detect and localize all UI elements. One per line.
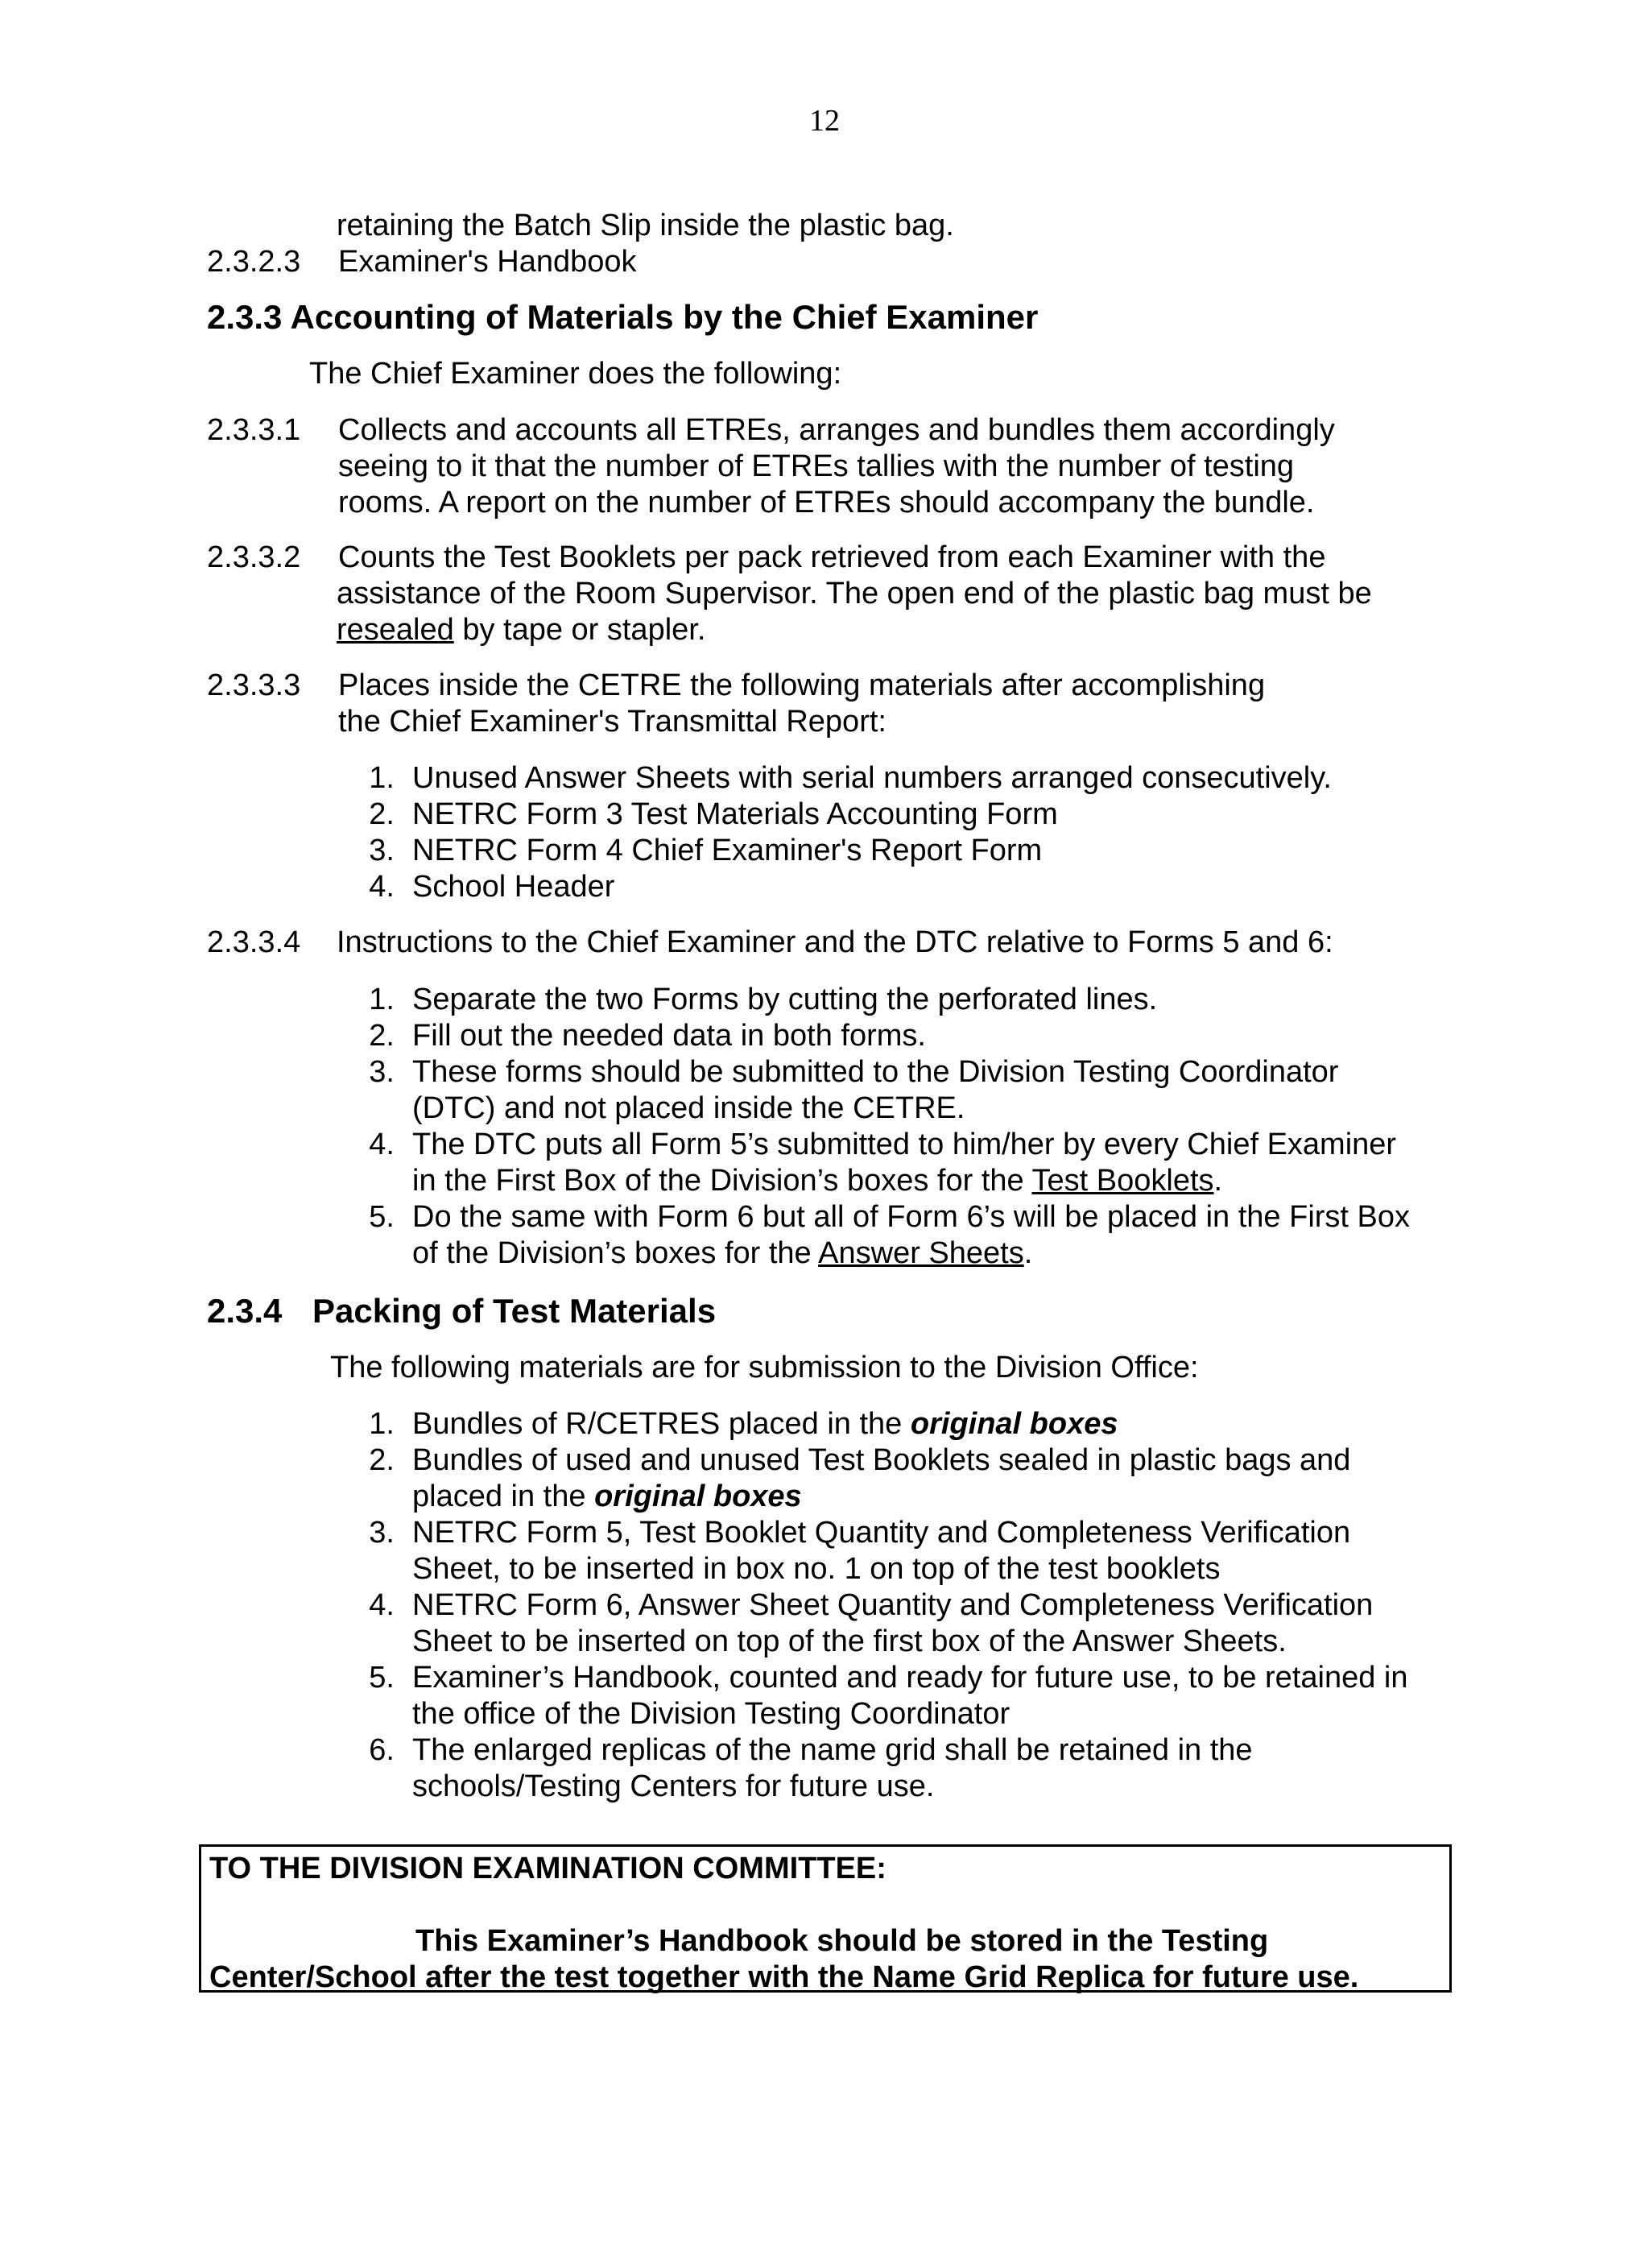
notice-line: Center/School after the test together with the Name Grid Replica for future use. [209, 1960, 1359, 1994]
underlined-term: resealed [337, 613, 454, 647]
list-number: 1. [369, 761, 395, 795]
list-text: placed in the [412, 1480, 595, 1513]
item-text: the Chief Examiner's Transmittal Report: [338, 705, 886, 739]
list-text: Fill out the needed data in both forms. [412, 1019, 926, 1053]
item-text: Instructions to the Chief Examiner and the DTC relative to Forms 5 and 6: [337, 925, 1333, 959]
item-text: seeing to it that the number of ETREs tallies with the number of testing [338, 449, 1295, 483]
list-text: . [1023, 1236, 1033, 1270]
list-text-line [412, 1235, 1032, 1272]
list-text: NETRC Form 6, Answer Sheet Quantity and Completeness Verification [412, 1588, 1374, 1622]
item-text: Places inside the CETRE the following materials after accomplishing [338, 668, 1266, 702]
list-text: Bundles of used and unused Test Booklets sealed in plastic bags and [412, 1443, 1351, 1477]
item-number: 2.3.3.2 [207, 540, 301, 574]
list-text: Separate the two Forms by cutting the perforated lines. [412, 983, 1158, 1016]
list-number: 3. [369, 834, 395, 867]
list-text-line [412, 1479, 802, 1515]
emphasis-text: original boxes [910, 1407, 1118, 1441]
list-text: Unused Answer Sheets with serial numbers arranged consecutively. [412, 761, 1332, 795]
item-number: 2.3.3.1 [207, 413, 301, 447]
item-number: 2.3.3.3 [207, 668, 301, 702]
list-number: 1. [369, 983, 395, 1016]
list-text: of the Division’s boxes for the [412, 1236, 819, 1270]
list-number: 4. [369, 1128, 395, 1161]
continuation-line: retaining the Batch Slip inside the plastic bag. [337, 209, 954, 242]
list-text-line [412, 1406, 1118, 1442]
list-number: 5. [369, 1200, 395, 1234]
item-text: Examiner's Handbook [338, 245, 637, 279]
item-text: assistance of the Room Supervisor. The open end of the plastic bag must be [337, 577, 1372, 610]
list-text: The enlarged replicas of the name grid shall be retained in the [412, 1733, 1253, 1767]
list-number: 2. [369, 1019, 395, 1053]
list-number: 3. [369, 1516, 395, 1550]
section-heading-number: 2.3.4 [207, 1292, 283, 1330]
notice-title: TO THE DIVISION EXAMINATION COMMITTEE: [209, 1852, 886, 1885]
list-text: in the First Box of the Division’s boxes for the [412, 1164, 1032, 1198]
item-text: Collects and accounts all ETREs, arranges and bundles them accordingly [338, 413, 1335, 447]
item-text: Counts the Test Booklets per pack retrieved from each Examiner with the [338, 540, 1326, 574]
list-text: Do the same with Form 6 but all of Form 6’s will be placed in the First Box [412, 1200, 1411, 1234]
list-text-line [412, 1163, 1222, 1199]
item-number: 2.3.2.3 [207, 245, 301, 279]
list-number: 3. [369, 1055, 395, 1089]
section-heading: 2.3.3 Accounting of Materials by the Chief Examiner [207, 298, 1039, 336]
list-text: (DTC) and not placed inside the CETRE. [412, 1091, 965, 1125]
section-intro: The following materials are for submission to the Division Office: [330, 1351, 1199, 1384]
list-number: 4. [369, 870, 395, 904]
list-text: NETRC Form 5, Test Booklet Quantity and Completeness Verification [412, 1516, 1351, 1550]
underlined-term: Answer Sheets [818, 1236, 1024, 1270]
list-number: 6. [369, 1733, 395, 1767]
list-number: 2. [369, 797, 395, 831]
item-number: 2.3.3.4 [207, 925, 301, 959]
list-number: 4. [369, 1588, 395, 1622]
underlined-term: Test Booklets [1031, 1164, 1214, 1198]
item-text-line [337, 612, 705, 648]
list-number: 1. [369, 1407, 395, 1441]
section-heading: Packing of Test Materials [312, 1292, 717, 1330]
list-text: Bundles of R/CETRES placed in the [412, 1407, 911, 1441]
emphasis-text: original boxes [594, 1480, 802, 1513]
section-intro: The Chief Examiner does the following: [309, 357, 842, 391]
page-number: 12 [809, 104, 840, 138]
list-text: Examiner’s Handbook, counted and ready for future use, to be retained in [412, 1661, 1408, 1695]
list-text: . [1213, 1164, 1223, 1198]
list-text: Sheet, to be inserted in box no. 1 on top of the test booklets [412, 1552, 1221, 1586]
notice-box [199, 1844, 1452, 1993]
notice-line: This Examiner’s Handbook should be stored in the Testing [415, 1924, 1269, 1958]
list-text: NETRC Form 3 Test Materials Accounting Form [412, 797, 1058, 831]
list-text: School Header [412, 870, 615, 904]
list-text: Sheet to be inserted on top of the first box of the Answer Sheets. [412, 1624, 1287, 1658]
list-number: 5. [369, 1661, 395, 1695]
list-text: the office of the Division Testing Coordinator [412, 1697, 1010, 1731]
list-text: schools/Testing Centers for future use. [412, 1769, 935, 1803]
list-text: NETRC Form 4 Chief Examiner's Report Form [412, 834, 1043, 867]
list-text: These forms should be submitted to the Division Testing Coordinator [412, 1055, 1339, 1089]
list-number: 2. [369, 1443, 395, 1477]
list-text: The DTC puts all Form 5’s submitted to him/her by every Chief Examiner [412, 1128, 1397, 1161]
item-text: by tape or stapler. [453, 613, 706, 647]
item-text: rooms. A report on the number of ETREs should accompany the bundle. [338, 486, 1315, 519]
